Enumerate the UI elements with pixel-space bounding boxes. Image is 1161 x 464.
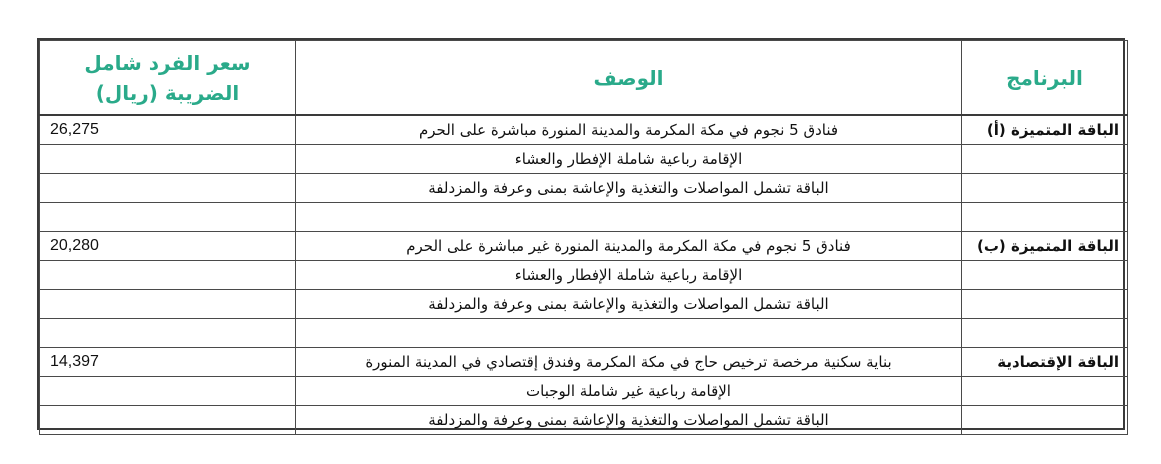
price-cell: [40, 290, 296, 319]
description-cell: الباقة تشمل المواصلات والتغذية والإعاشة بمنى وعرفة والمزدلفة: [296, 174, 962, 203]
description-cell: بناية سكنية مرخصة ترخيص حاج في مكة المكرمة وفندق إقتصادي في المدينة المنورة: [296, 348, 962, 377]
price-cell: 26,275: [40, 115, 296, 145]
program-cell: [962, 406, 1128, 435]
program-cell: الباقة المتميزة (ب): [962, 232, 1128, 261]
table-row: [40, 348, 1128, 377]
program-cell: [962, 174, 1128, 203]
description-cell: فنادق 5 نجوم في مكة المكرمة والمدينة المنورة غير مباشرة على الحرم: [296, 232, 962, 261]
table-row: [40, 261, 1128, 290]
description-cell: فنادق 5 نجوم في مكة المكرمة والمدينة المنورة مباشرة على الحرم: [296, 115, 962, 145]
price-cell: [40, 319, 296, 348]
header-price: سعر الفرد شامل الضريبة (ريال): [40, 41, 296, 116]
description-cell: الباقة تشمل المواصلات والتغذية والإعاشة بمنى وعرفة والمزدلفة: [296, 290, 962, 319]
price-cell: [40, 203, 296, 232]
price-cell: [40, 261, 296, 290]
description-cell: [296, 203, 962, 232]
table-row: [40, 406, 1128, 435]
price-cell: [40, 406, 296, 435]
table-row: [40, 377, 1128, 406]
description-cell: الباقة تشمل المواصلات والتغذية والإعاشة بمنى وعرفة والمزدلفة: [296, 406, 962, 435]
table-row: [40, 115, 1128, 145]
table-row: [40, 145, 1128, 174]
table-row: [40, 290, 1128, 319]
table-row: [40, 174, 1128, 203]
table-row: [40, 319, 1128, 348]
packages-table: [39, 40, 1128, 435]
packages-table-container: [37, 38, 1125, 430]
program-cell: [962, 145, 1128, 174]
header-description: الوصف: [296, 41, 962, 116]
description-cell: الإقامة رباعية شاملة الإفطار والعشاء: [296, 261, 962, 290]
program-cell: [962, 261, 1128, 290]
program-cell: [962, 377, 1128, 406]
price-cell: 20,280: [40, 232, 296, 261]
description-cell: [296, 319, 962, 348]
program-cell: الباقة الإقتصادية: [962, 348, 1128, 377]
program-cell: الباقة المتميزة (أ): [962, 115, 1128, 145]
program-cell: [962, 290, 1128, 319]
program-cell: [962, 319, 1128, 348]
price-cell: 14,397: [40, 348, 296, 377]
price-cell: [40, 174, 296, 203]
header-program: البرنامج: [962, 41, 1128, 116]
table-row: [40, 232, 1128, 261]
description-cell: الإقامة رباعية غير شاملة الوجبات: [296, 377, 962, 406]
program-cell: [962, 203, 1128, 232]
table-row: [40, 203, 1128, 232]
description-cell: الإقامة رباعية شاملة الإفطار والعشاء: [296, 145, 962, 174]
price-cell: [40, 377, 296, 406]
price-cell: [40, 145, 296, 174]
table-header-row: [40, 41, 1128, 116]
